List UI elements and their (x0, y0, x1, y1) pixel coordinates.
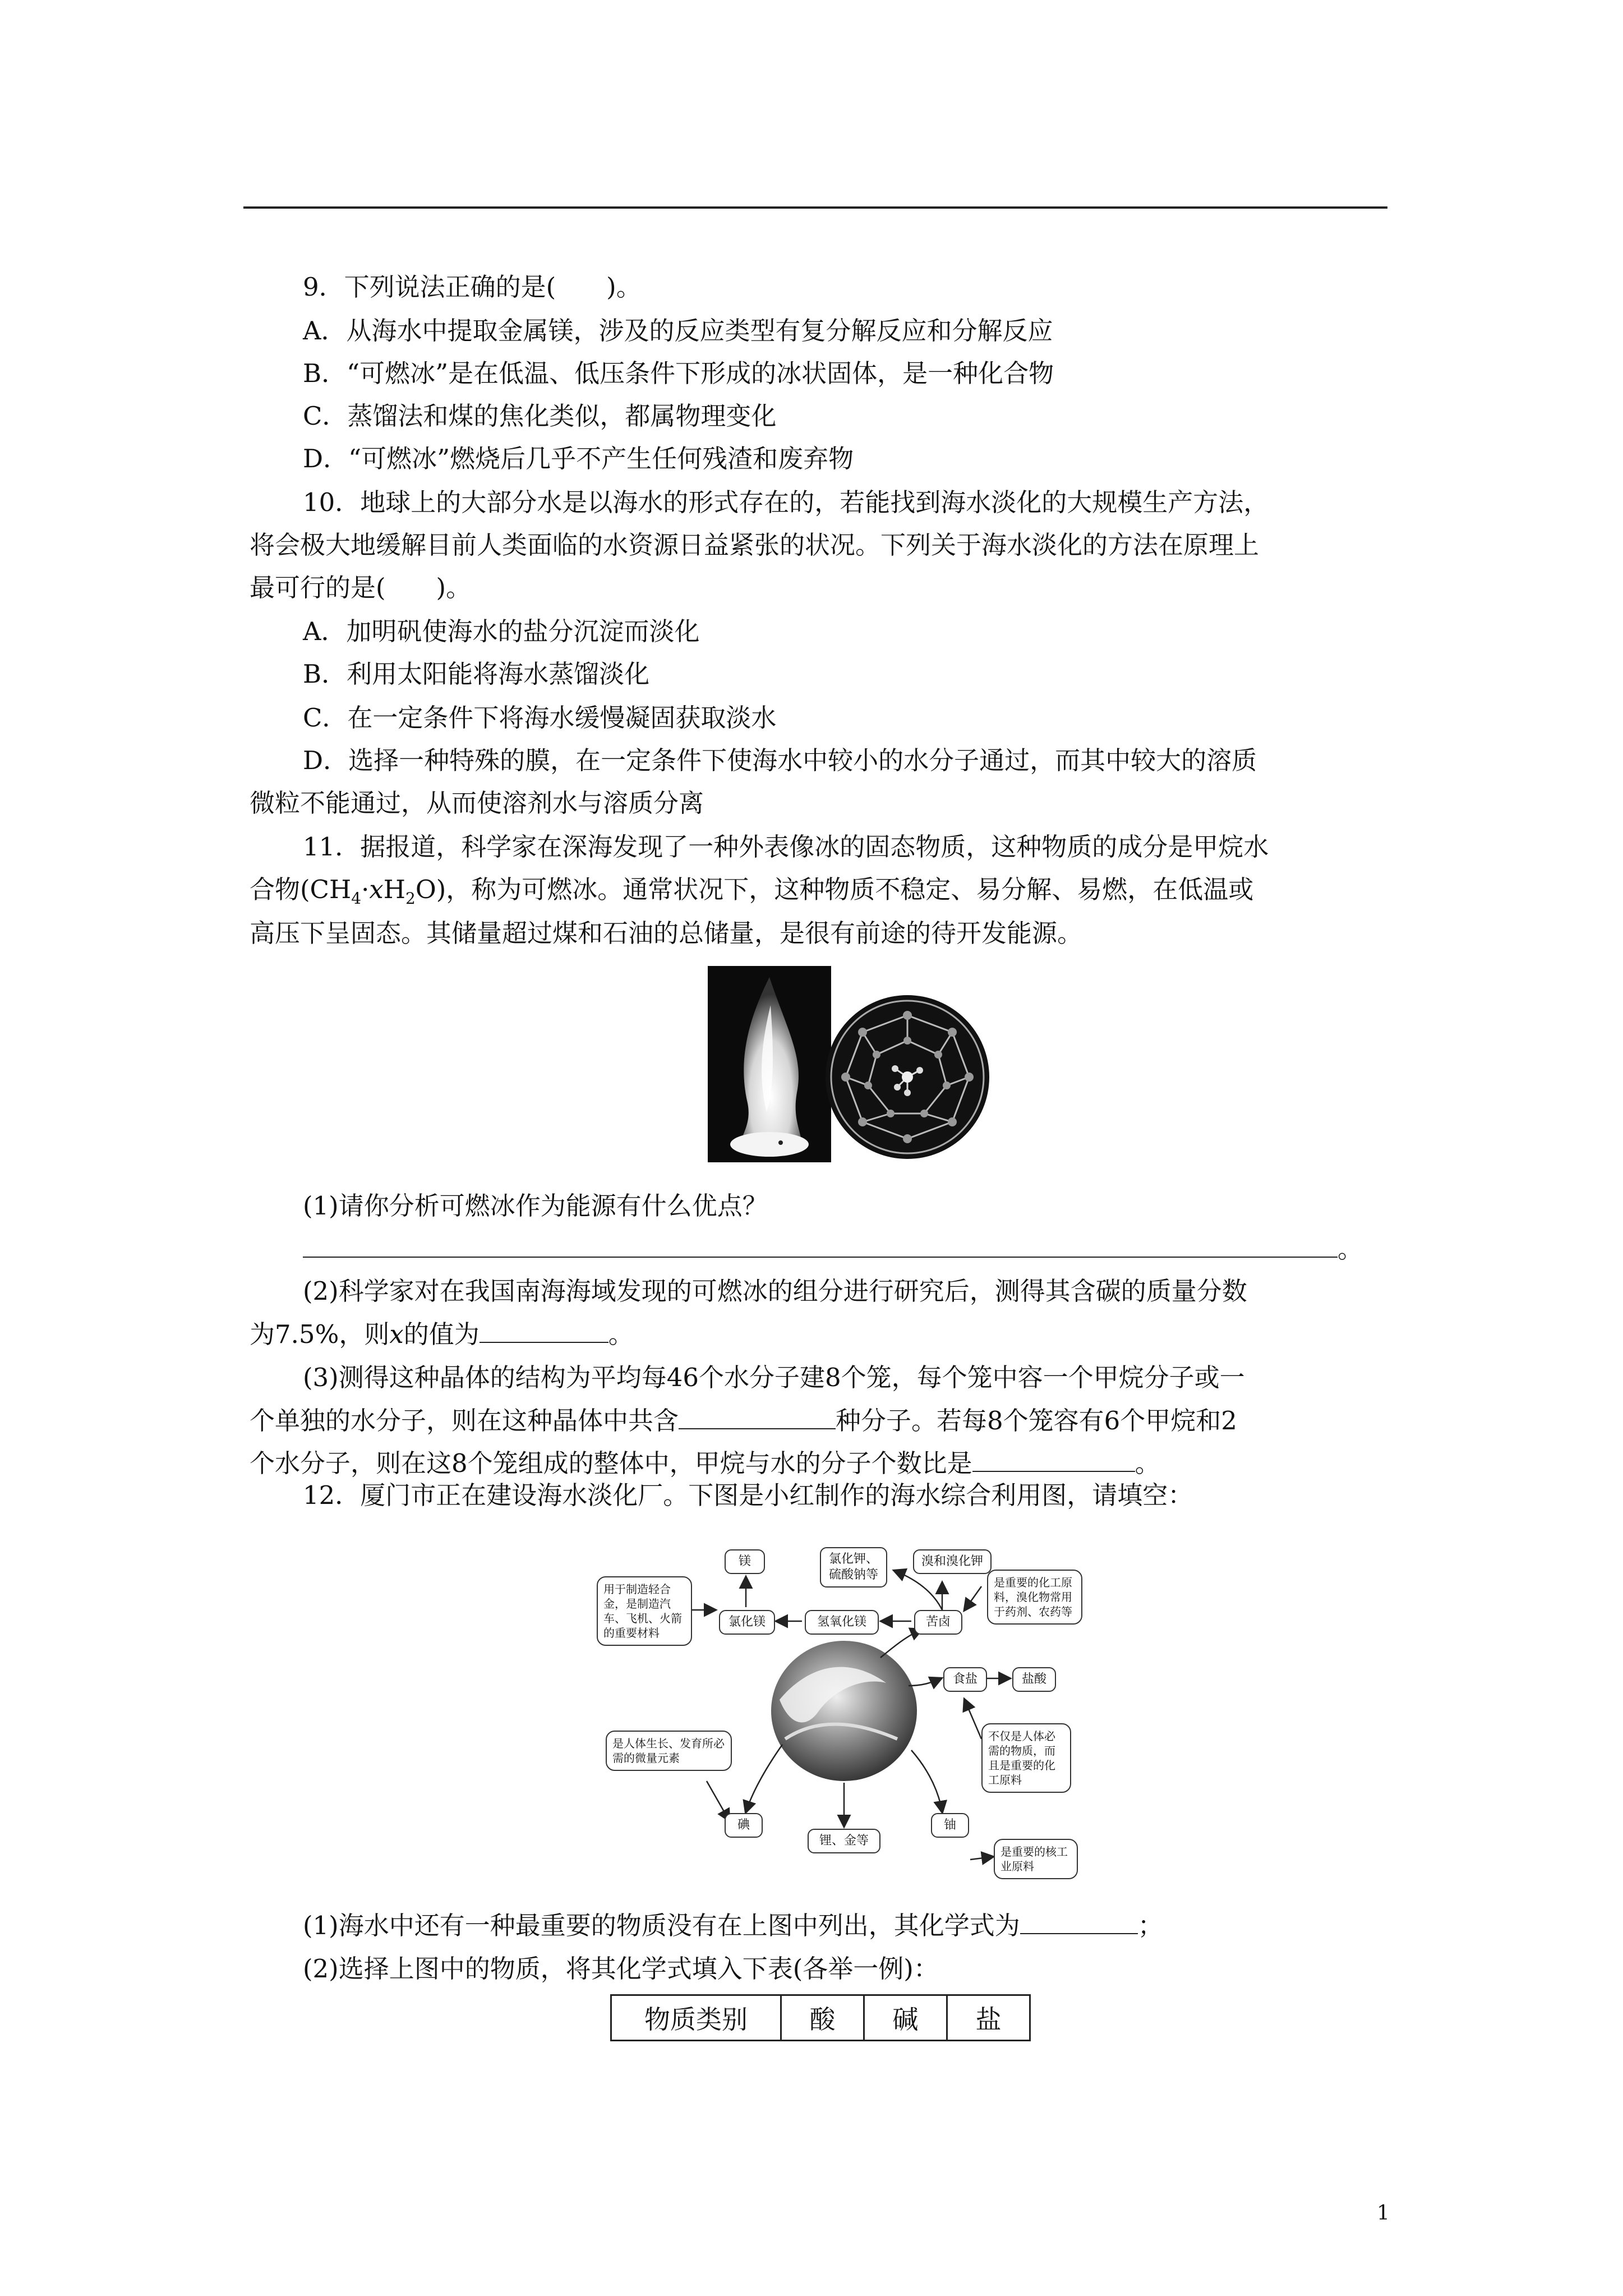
node-salt: 食盐 (943, 1667, 987, 1692)
page-number: 1 (1377, 2202, 1390, 2225)
node-bromine: 溴和溴化钾 (913, 1549, 992, 1574)
clathrate-cage-diagram (823, 993, 992, 1161)
q10-option-c: C．在一定条件下将海水缓慢凝固获取淡水 (303, 703, 777, 733)
q11-part3-line-2: 个单独的水分子，则在这种晶体中共含 种分子。若每8个笼容有6个甲烷和2 (250, 1404, 1237, 1438)
table-header-salt: 盐 (947, 1995, 1030, 2041)
node-mgcl2: 氯化镁 (719, 1610, 775, 1635)
node-hcl: 盐酸 (1012, 1667, 1056, 1692)
q12-line-1: 12．厦门市正在建设海水淡化厂。下图是小红制作的海水综合利用图，请填空： (303, 1480, 1193, 1510)
q11-line-3: 高压下呈固态。其储量超过煤和石油的总储量，是很有前途的待开发能源。 (250, 918, 1083, 948)
node-magnesium: 镁 (725, 1549, 765, 1574)
table-header-base: 碱 (864, 1995, 947, 2041)
note-bromine: 是重要的化工原料，溴化物常用于药剂、农药等 (987, 1570, 1082, 1625)
q9-stem: 9．下列说法正确的是( )。 (303, 272, 642, 302)
q9-option-b: B．“可燃冰”是在低温、低压条件下形成的冰状固体，是一种化合物 (303, 358, 1054, 388)
q9-option-d: D．“可燃冰”燃烧后几乎不产生任何残渣和废弃物 (303, 444, 854, 473)
note-magnesium: 用于制造轻合金，是制造汽车、飞机、火箭的重要材料 (597, 1576, 692, 1646)
q10-option-d-2: 微粒不能通过，从而使溶剂水与溶质分离 (250, 788, 704, 818)
node-kcl-na2so4: 氯化钾、硫酸钠等 (820, 1547, 887, 1588)
header-rule (243, 206, 1387, 209)
table-header-acid: 酸 (781, 1995, 864, 2041)
q9-option-c: C．蒸馏法和煤的焦化类似，都属物理变化 (303, 401, 777, 431)
node-bittern: 苦卤 (914, 1610, 962, 1635)
q11-part3-line-3: 个水分子，则在这8个笼组成的整体中，甲烷与水的分子个数比是 。 (250, 1446, 1160, 1480)
note-uranium: 是重要的核工业原料 (994, 1839, 1078, 1879)
q11-line-2: 合物$(CH_4\cdot xH_2O)$，称为可燃冰。通常状况下，这种物质不稳定、易分解、易燃，在低温或 (250, 875, 1254, 908)
table-row (611, 1995, 1030, 2041)
q10-line-2: 将会极大地缓解目前人类面临的水资源日益紧张的状况。下列关于海水淡化的方法在原理上 (250, 530, 1260, 560)
node-mgoh2: 氢氧化镁 (805, 1610, 879, 1635)
q11-part3-line-1: (3)测得这种晶体的结构为平均每46个水分子建8个笼，每个笼中容一个甲烷分子或一 (303, 1363, 1245, 1392)
node-iodine: 碘 (725, 1813, 763, 1838)
q12-part2: (2)选择上图中的物质，将其化学式填入下表(各举一例)： (303, 1954, 939, 1984)
q10-line-1: 10．地球上的大部分水是以海水的形式存在的，若能找到海水淡化的大规模生产方法， (303, 487, 1269, 517)
table-header-category: 物质类别 (611, 1995, 781, 2041)
q11-part2-line-1: (2)科学家对在我国南海海域发现的可燃冰的组分进行研究后，测得其含碳的质量分数 (303, 1276, 1247, 1306)
node-lithium-gold: 锂、金等 (808, 1829, 880, 1853)
note-salt: 不仅是人体必需的物质，而且是重要的化工原料 (981, 1723, 1071, 1793)
node-uranium: 铀 (931, 1813, 969, 1838)
answer-blank-1[interactable] (303, 1232, 1338, 1258)
note-iodine: 是人体生长、发育所必需的微量元素 (606, 1731, 732, 1771)
q10-line-3: 最可行的是( )。 (250, 573, 472, 602)
q11-part2-line-2: 为7.5%，则x的值为 。 (250, 1317, 634, 1351)
q11-line-1: 11．据报道，科学家在深海发现了一种外表像冰的固态物质，这种物质的成分是甲烷水 (303, 832, 1269, 862)
substance-category-table (610, 1994, 1031, 2041)
seawater-utilization-diagram (594, 1515, 1099, 1896)
answer-blank-5[interactable] (1020, 1908, 1138, 1934)
q10-option-a: A．加明矾使海水的盐分沉淀而淡化 (303, 616, 700, 646)
q12-part1: (1)海水中还有一种最重要的物质没有在上图中列出，其化学式为 ； (303, 1908, 1163, 1943)
q10-option-d-1: D．选择一种特殊的膜，在一定条件下使海水中较小的水分子通过，而其中较大的溶质 (303, 746, 1257, 775)
q11-part1: (1)请你分析可燃冰作为能源有什么优点？ (303, 1191, 768, 1221)
q11-part1-answer-line: 。 (303, 1232, 1363, 1266)
q9-option-a: A．从海水中提取金属镁，涉及的反应类型有复分解反应和分解反应 (303, 316, 1053, 346)
burning-ice-photo (708, 966, 831, 1162)
answer-blank-2[interactable] (479, 1317, 608, 1343)
answer-blank-3[interactable] (679, 1404, 836, 1429)
q10-option-b: B．利用太阳能将海水蒸馏淡化 (303, 659, 650, 689)
answer-blank-4[interactable] (972, 1446, 1135, 1472)
